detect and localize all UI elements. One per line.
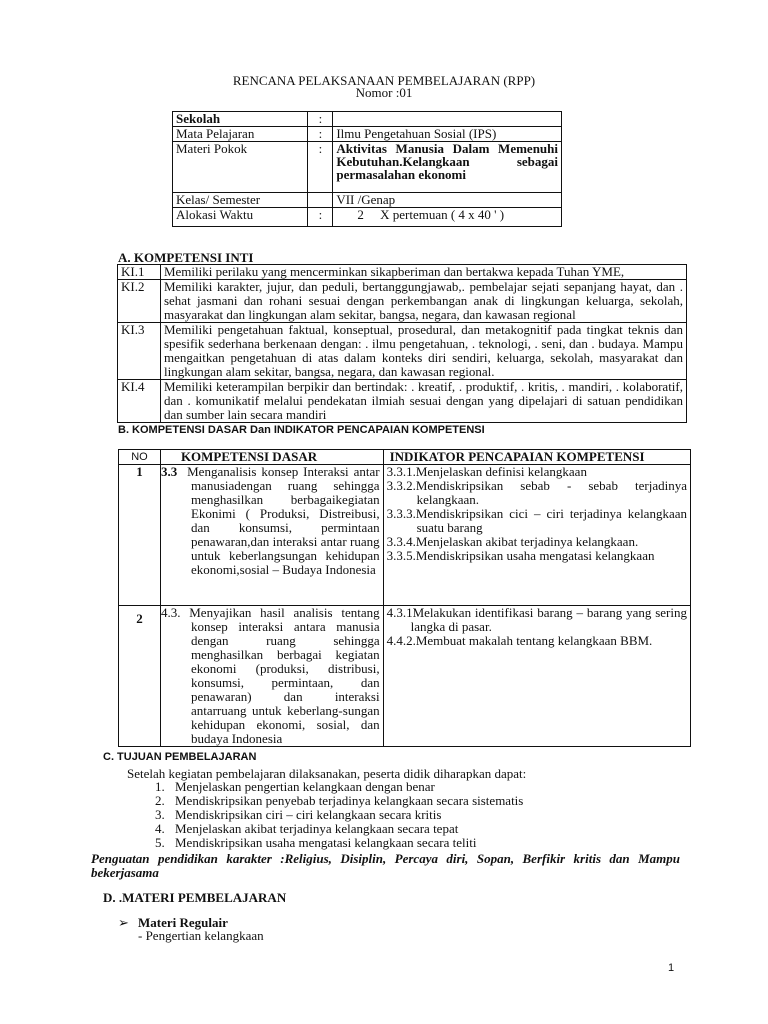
info-label: Alokasi Waktu xyxy=(173,208,308,227)
kd-text: Menyajikan hasil analisis tentang konsep interaksi antara manusia dengan ruang sehingga menghasilkan berbagai kegiatan ekonomi (produksi, distribusi, konsumsi, permintaan, dan penawaran) dan interaksi antarruang untuk keberlang-sungan kehidupan ekonomi, sosial, dan budaya Indonesia xyxy=(189,605,380,746)
kd-header-row xyxy=(119,450,691,465)
page-number: 1 xyxy=(668,962,675,974)
info-label: Sekolah xyxy=(173,112,308,127)
list-number: 1. xyxy=(155,779,165,794)
info-colon: : xyxy=(308,112,333,127)
arrow-bullet-icon: ➢ xyxy=(118,915,129,930)
info-value xyxy=(333,112,562,127)
list-text: Menjelaskan pengertian kelangkaan dengan benar xyxy=(175,779,435,794)
ki-row xyxy=(118,380,687,423)
kd-row xyxy=(119,465,691,606)
info-label: Kelas/ Semester xyxy=(173,193,308,208)
info-row-alokasi-waktu xyxy=(173,208,562,227)
ki-text: Memiliki pengetahuan faktual, konseptual, prosedural, dan metakognitif pada tingkat teknis dan spesifik sederhana berkenaan dengan: . ilmu pengetahuan, . teknologi, . seni, dan . budaya. Mampu mengaitkan pengetahuan di atas dalam konteks diri sendiri, keluarga, sekolah, masyarakat dan lingkungan alam sekitar, bangsa, negara, dan kawasan regional. xyxy=(160,323,686,380)
list-item xyxy=(155,836,523,850)
list-text: Mendiskripsikan penyebab terjadinya kelangkaan secara sistematis xyxy=(175,793,524,808)
kd-code: 3.3 xyxy=(160,464,178,479)
ki-row xyxy=(118,280,687,323)
col-ipk-header: INDIKATOR PENCAPAIAN KOMPETENSI xyxy=(383,450,690,465)
list-number: 2. xyxy=(155,793,165,808)
document-number: Nomor :01 xyxy=(355,85,413,100)
ki-code: KI.2 xyxy=(118,280,161,323)
ipk-cell xyxy=(383,606,690,747)
info-label: Materi Pokok xyxy=(173,142,308,193)
ki-text: Memiliki perilaku yang mencerminkan sikapberiman dan bertakwa kepada Tuhan YME, xyxy=(160,265,686,280)
kd-cell xyxy=(160,465,383,606)
ipk-item: 4.3.1Melakukan identifikasi barang – barang yang sering langka di pasar. xyxy=(386,605,687,634)
info-colon: : xyxy=(308,208,333,227)
tujuan-list xyxy=(155,780,523,850)
list-number: 3. xyxy=(155,807,165,822)
list-number: 5. xyxy=(155,835,165,850)
ki-text: Memiliki karakter, jujur, dan peduli, bertanggungjawab,. pembelajar sejati sepanjang hayat, dan . sehat jasmani dan rohani sesuai dengan perkembangan anak di lingkungan keluarga, sekolah, masyarakat dan lingkungan alam sekitar, bangsa, negara, dan kawasan regional xyxy=(160,280,686,323)
ipk-item: 3.3.3.Mendiskripsikan cici – ciri terjadinya kelangkaan suatu barang xyxy=(386,506,687,535)
section-c-heading: C. TUJUAN PEMBELAJARAN xyxy=(103,751,257,763)
list-text: Mendiskripsikan ciri – ciri kelangkaan secara kritis xyxy=(175,807,442,822)
info-label: Mata Pelajaran xyxy=(173,127,308,142)
list-item xyxy=(155,808,523,822)
section-d-heading: D. .MATERI PEMBELAJARAN xyxy=(103,890,287,905)
kd-row xyxy=(119,606,691,747)
ki-code: KI.3 xyxy=(118,323,161,380)
ipk-cell xyxy=(383,465,690,606)
list-item xyxy=(155,822,523,836)
materi-regulair-heading: Materi Regulair xyxy=(138,915,228,930)
ipk-item: 3.3.2.Mendiskripsikan sebab - sebab terjadinya kelangkaan. xyxy=(386,478,687,507)
kompetensi-inti-table xyxy=(117,264,687,423)
ipk-item: 3.3.5.Mendiskripsikan usaha mengatasi kelangkaan xyxy=(386,548,655,563)
info-row-kelas-semester xyxy=(173,193,562,208)
info-colon: : xyxy=(308,142,333,193)
list-item xyxy=(155,794,523,808)
info-value: Aktivitas Manusia Dalam Memenuhi Kebutuhan.Kelangkaan sebagai permasalahan ekonomi xyxy=(333,142,562,193)
kd-number: 1 xyxy=(119,465,161,606)
kd-number: 2 xyxy=(119,606,161,747)
kd-code: 4.3. xyxy=(160,605,181,620)
info-row-sekolah xyxy=(173,112,562,127)
tujuan-intro: Setelah kegiatan pembelajaran dilaksanakan, peserta didik diharapkan dapat: xyxy=(127,766,527,781)
kompetensi-dasar-table xyxy=(118,449,691,747)
ki-code: KI.1 xyxy=(118,265,161,280)
section-b-heading: B. KOMPETENSI DASAR Dan INDIKATOR PENCAPAIAN KOMPETENSI xyxy=(118,424,485,436)
col-no-header: NO xyxy=(119,450,161,465)
ki-text: Memiliki keterampilan berpikir dan bertindak: . kreatif, . produktif, . kritis, . mandiri, . kolaboratif, dan . komunikatif melalui pendekatan ilmiah sesuai dengan yang dipelajari di satuan pendidikan dan sumber lain secara mandiri xyxy=(160,380,686,423)
list-number: 4. xyxy=(155,821,165,836)
karakter-note: Penguatan pendidikan karakter :Religius, Disiplin, Percaya diri, Sopan, Berfikir kritis dan Mampu bekerjasama xyxy=(91,851,680,880)
document-title: RENCANA PELAKSANAAN PEMBELAJARAN (RPP) xyxy=(232,73,536,88)
ki-row xyxy=(118,265,687,280)
ki-code: KI.4 xyxy=(118,380,161,423)
list-item xyxy=(155,780,523,794)
info-value: 2 X pertemuan ( 4 x 40 ' ) xyxy=(333,208,562,227)
info-colon xyxy=(308,193,333,208)
info-table xyxy=(172,111,562,227)
col-kd-header: KOMPETENSI DASAR xyxy=(160,450,383,465)
ipk-item: 4.4.2.Membuat makalah tentang kelangkaan BBM. xyxy=(386,633,653,648)
info-colon: : xyxy=(308,127,333,142)
info-value: VII /Genap xyxy=(333,193,562,208)
info-row-mata-pelajaran xyxy=(173,127,562,142)
kd-text: Menganalisis konsep Interaksi antar manusiadengan ruang sehingga menghasilkan berbagaikegiatan Ekonimi ( Produksi, Distreibusi, dan konsumsi, permintaan penawaran,dan interaksi antar ruang untuk keberlangsungan kehidupan ekonomi,sosial – Budaya Indonesia xyxy=(187,464,380,577)
list-text: Menjelaskan akibat terjadinya kelangkaan secara tepat xyxy=(175,821,459,836)
info-value: Ilmu Pengetahuan Sosial (IPS) xyxy=(333,127,562,142)
materi-item: - Pengertian kelangkaan xyxy=(138,928,264,943)
info-row-materi-pokok xyxy=(173,142,562,193)
section-a-heading: A. KOMPETENSI INTI xyxy=(118,250,254,265)
ipk-item: 3.3.4.Menjelaskan akibat terjadinya kelangkaan. xyxy=(386,534,639,549)
kd-cell xyxy=(160,606,383,747)
ipk-item: 3.3.1.Menjelaskan definisi kelangkaan xyxy=(386,464,587,479)
list-text: Mendiskripsikan usaha mengatasi kelangkaan secara teliti xyxy=(175,835,477,850)
ki-row xyxy=(118,323,687,380)
